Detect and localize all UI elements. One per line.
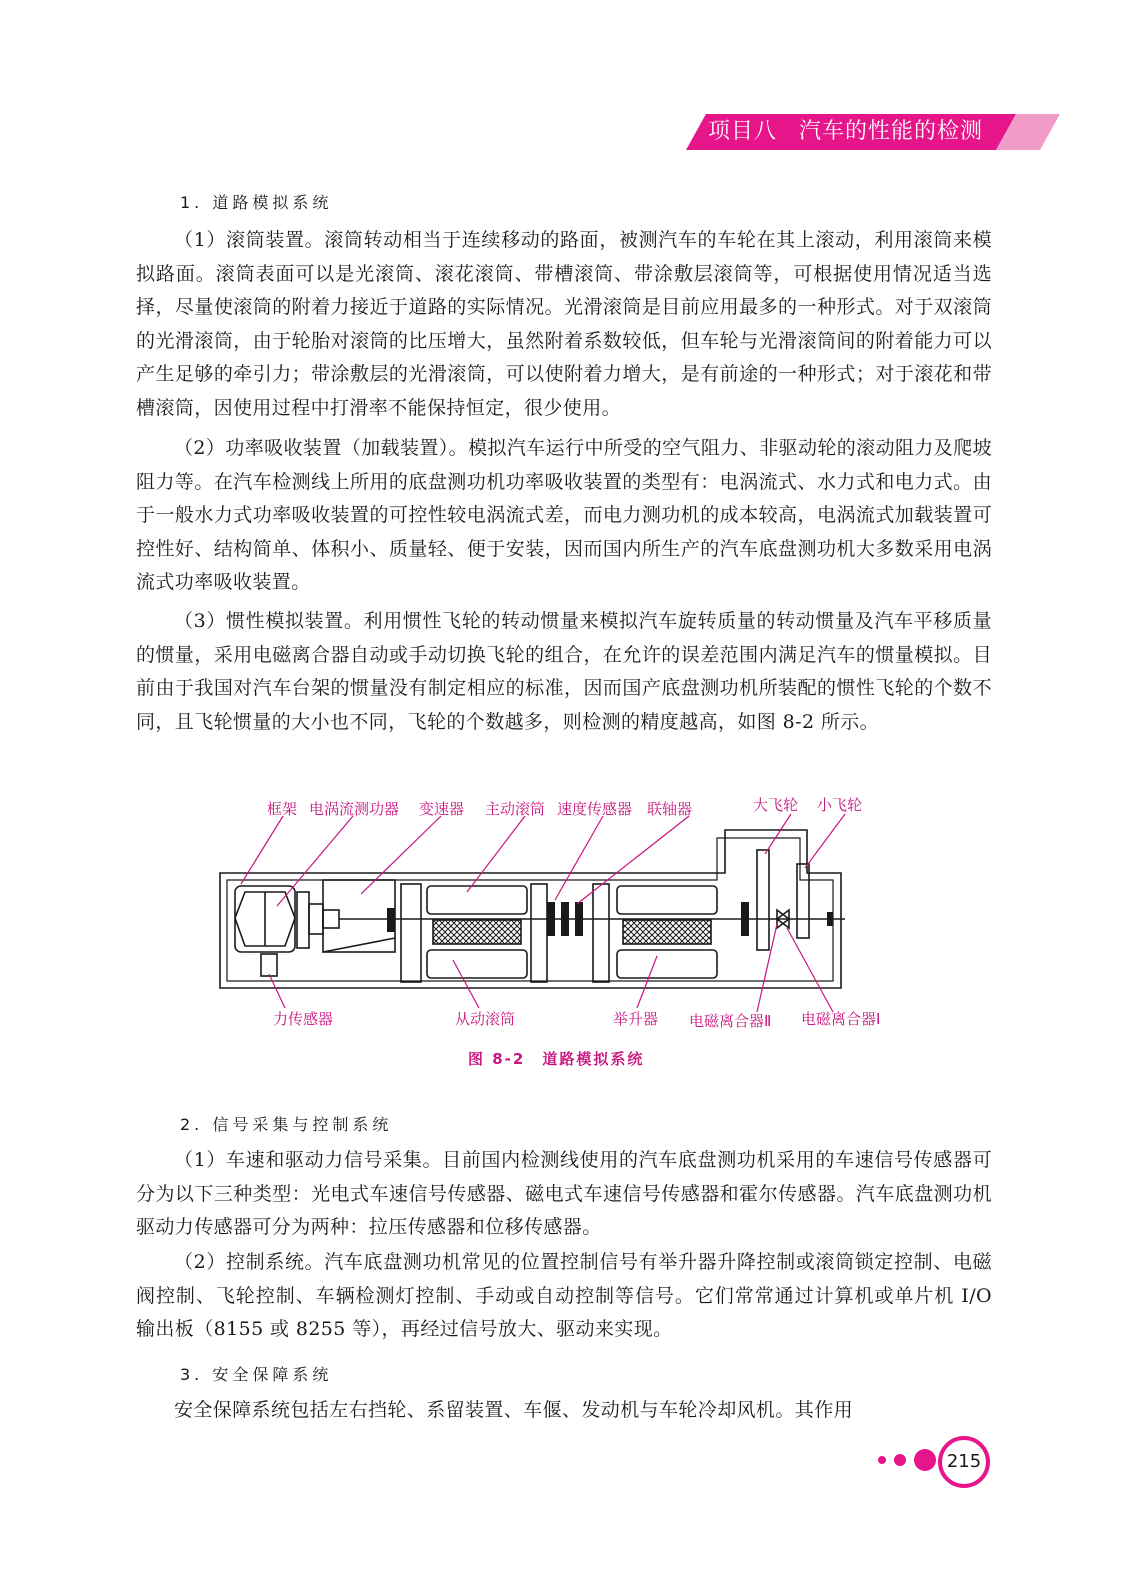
label-clutch-2: 电磁离合器Ⅱ xyxy=(689,1012,772,1030)
label-dynamometer: 电涡流测功器 xyxy=(309,800,400,818)
label-clutch-1: 电磁离合器Ⅰ xyxy=(801,1010,881,1028)
section-title-3: 3. 安全保障系统 xyxy=(180,1365,333,1384)
decor-dot-small xyxy=(878,1456,886,1464)
section-title-2: 2. 信号采集与控制系统 xyxy=(180,1115,393,1134)
chapter-title: 汽车的性能的检测 xyxy=(799,119,984,144)
label-coupling: 联轴器 xyxy=(647,800,693,818)
label-force-sensor: 力传感器 xyxy=(273,1010,334,1028)
project-label: 项目八 xyxy=(708,119,778,144)
paragraph-signal-acquisition: （1）车速和驱动力信号采集。目前国内检测线使用的汽车底盘测功机采用的车速信号传感器可分为以下三种类型：光电式车速信号传感器、磁电式车速信号传感器和霍尔传感器。汽车底盘测功机驱动力传感器可分为两种：拉压传感器和位移传感器。 xyxy=(136,1149,992,1238)
decor-dot-medium xyxy=(894,1454,906,1466)
label-frame: 框架 xyxy=(267,800,298,818)
page-number-badge xyxy=(878,1436,998,1486)
paragraph-safety: 安全保障系统包括左右挡轮、系留装置、车偃、发动机与车轮冷却风机。其作用 xyxy=(174,1399,854,1421)
page-number: 215 xyxy=(938,1436,990,1488)
paragraph-control-system: （2）控制系统。汽车底盘测功机常见的位置控制信号有举升器升降控制或滚筒锁定控制、电磁阀控制、飞轮控制、车辆检测灯控制、手动或自动控制等信号。它们常常通过计算机或单片机 I/O 输出板（8155 或 8255 等），再经过信号放大、驱动来实现。 xyxy=(136,1251,992,1340)
section-title-1: 1. 道路模拟系统 xyxy=(180,193,333,212)
road-simulation-diagram xyxy=(205,788,885,1040)
decor-dot-large xyxy=(914,1449,936,1471)
paragraph-power-absorber: （2）功率吸收装置（加载装置）。模拟汽车运行中所受的空气阻力、非驱动轮的滚动阻力及爬坡阻力等。在汽车检测线上所用的底盘测功机功率吸收装置的类型有：电涡流式、水力式和电力式。由于一般水力式功率吸收装置的可控性较电涡流式差，而电力测功机的成本较高，电涡流式加载装置可控性好、结构简单、体积小、质量轻、便于安装，因而国内所生产的汽车底盘测功机大多数采用电涡流式功率吸收装置。 xyxy=(136,437,992,593)
label-speed-sensor: 速度传感器 xyxy=(557,800,633,818)
label-lifter: 举升器 xyxy=(613,1010,659,1028)
label-small-flywheel: 小飞轮 xyxy=(817,796,863,814)
label-drive-roller: 主动滚筒 xyxy=(485,800,546,818)
figure-caption: 图 8-2 道路模拟系统 xyxy=(468,1050,645,1068)
paragraph-inertia: （3）惯性模拟装置。利用惯性飞轮的转动惯量来模拟汽车旋转质量的转动惯量及汽车平移质量的惯量，采用电磁离合器自动或手动切换飞轮的组合，在允许的误差范围内满足汽车的惯量模拟。目前由于我国对汽车台架的惯量没有制定相应的标准，因而国产底盘测功机所装配的惯性飞轮的个数不同，且飞轮惯量的大小也不同，飞轮的个数越多，则检测的精度越高，如图 8-2 所示。 xyxy=(136,610,992,733)
label-transmission: 变速器 xyxy=(419,800,465,818)
figure-road-simulation xyxy=(205,788,885,1040)
label-driven-roller: 从动滚筒 xyxy=(455,1010,516,1028)
label-big-flywheel: 大飞轮 xyxy=(753,796,799,814)
chapter-header xyxy=(708,117,983,147)
paragraph-rollers: （1）滚筒装置。滚筒转动相当于连续移动的路面，被测汽车的车轮在其上滚动，利用滚筒来模拟路面。滚筒表面可以是光滚筒、滚花滚筒、带槽滚筒、带涂敷层滚筒等，可根据使用情况适当选择，尽量使滚筒的附着力接近于道路的实际情况。光滑滚筒是目前应用最多的一种形式。对于双滚筒的光滑滚筒，由于轮胎对滚筒的比压增大，虽然附着系数较低，但车轮与光滑滚筒间的附着能力可以产生足够的牵引力；带涂敷层的光滑滚筒，可以使附着力增大，是有前途的一种形式；对于滚花和带槽滚筒，因使用过程中打滑率不能保持恒定，很少使用。 xyxy=(136,229,992,419)
